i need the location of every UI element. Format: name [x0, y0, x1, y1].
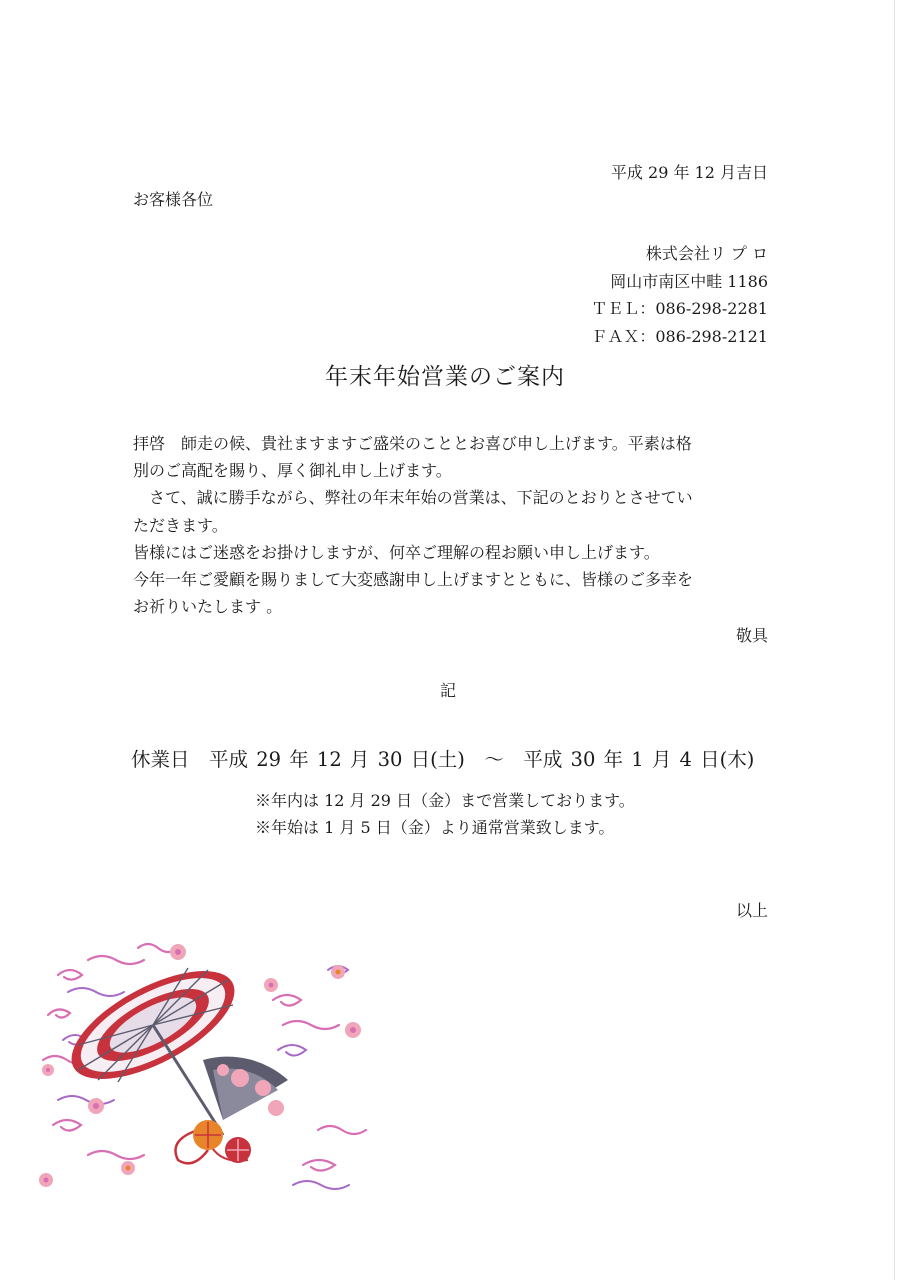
- body-line: さて、誠に勝手ながら、弊社の年末年始の営業は、下記のとおりとさせてい: [149, 488, 693, 508]
- wagasa-umbrella-fan-illustration: [18, 930, 378, 1215]
- body-line: ただきます。: [133, 515, 228, 535]
- ki-heading: 記: [440, 681, 457, 700]
- sender-tel: ＴＥＬ：086-298-2281: [591, 299, 768, 318]
- body-line: お祈りいたします 。: [133, 597, 283, 617]
- letter-date: 平成 29 年 12 月吉日: [610, 163, 768, 182]
- page-edge-line: [894, 0, 895, 1280]
- temari-ball-icon: [176, 1120, 252, 1163]
- sender-fax: ＦＡＸ：086-298-2121: [591, 326, 768, 346]
- body-line: 皆様にはご迷惑をお掛けしますが、何卒ご理解の程お願い申し上げます。: [133, 542, 660, 562]
- sender-company: 株式会社リ プ ロ: [645, 244, 768, 263]
- closing-keigu: 敬具: [735, 626, 768, 645]
- body-line: 拝啓 師走の候、貴社ますますご盛栄のこととお喜び申し上げます。平素は格: [133, 434, 692, 453]
- sender-block: [591, 240, 768, 350]
- holiday-period: 休業日 平成 29 年 12 月 30 日(土) ～ 平成 30 年 1 月 4 日(木): [131, 748, 755, 771]
- body-line: 今年一年ご愛顧を賜りまして大変感謝申し上げますとともに、皆様のご多幸を: [133, 570, 694, 590]
- note-new-year: ※年始は 1 月 5 日（金）より通常営業致します。: [255, 818, 615, 837]
- addressee: お客様各位: [133, 190, 214, 209]
- note-year-end: ※年内は 12 月 29 日（金）まで営業しております。: [255, 791, 635, 810]
- closing-ijou: 以上: [735, 901, 768, 920]
- sender-address: 岡山市南区中畦 1186: [610, 271, 768, 291]
- folding-fan-icon: [203, 1057, 288, 1120]
- letter-title: 年末年始営業のご案内: [325, 364, 565, 390]
- body-line: 別のご高配を賜り、厚く御礼申し上げます。: [133, 461, 452, 481]
- letter-body: [133, 430, 773, 620]
